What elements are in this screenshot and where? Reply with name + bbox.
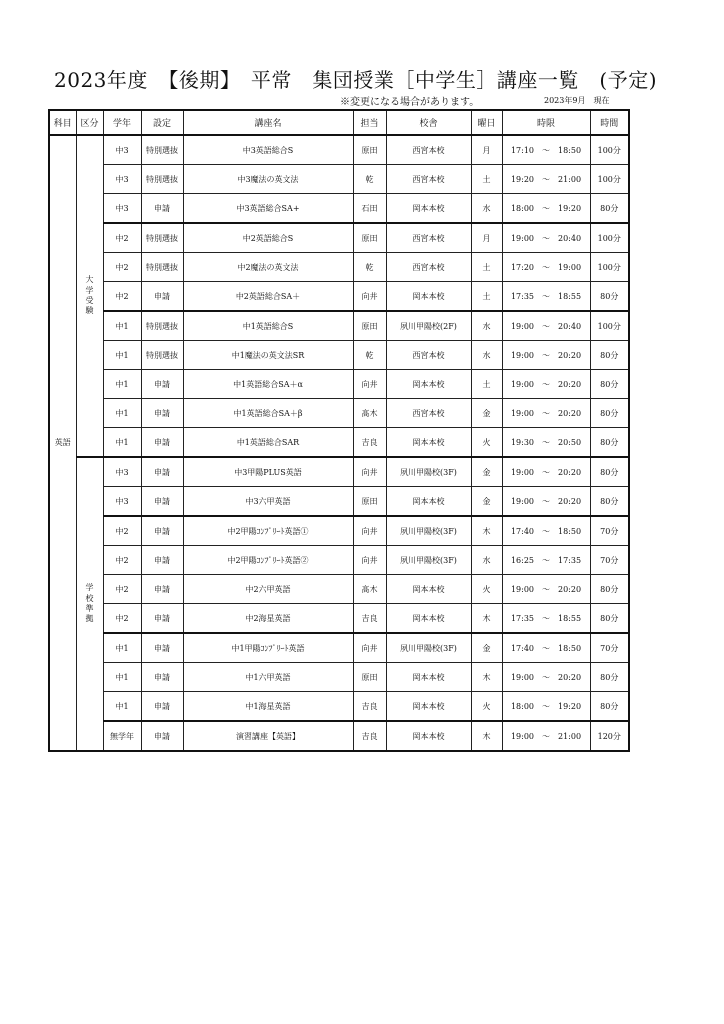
grade-cell: 中2 bbox=[103, 546, 141, 575]
course-name-cell: 中1魔法の英文法SR bbox=[183, 341, 353, 370]
school-cell: 西宮本校 bbox=[386, 399, 471, 428]
grade-cell: 無学年 bbox=[103, 721, 141, 751]
table-row bbox=[49, 457, 629, 487]
teacher-cell: 石田 bbox=[353, 194, 386, 224]
course-name-cell: 中1六甲英語 bbox=[183, 663, 353, 692]
time-slot-cell: 19:00 ～ 20:20 bbox=[502, 341, 590, 370]
duration-cell: 70分 bbox=[590, 516, 629, 546]
header-day: 曜日 bbox=[471, 110, 502, 135]
school-cell: 西宮本校 bbox=[386, 135, 471, 165]
time-slot-cell: 19:00 ～ 20:40 bbox=[502, 223, 590, 253]
course-name-cell: 中1英語総合SAR bbox=[183, 428, 353, 458]
category-label: 大学受験 bbox=[85, 275, 94, 316]
day-cell: 火 bbox=[471, 428, 502, 458]
setting-cell: 申請 bbox=[141, 516, 183, 546]
teacher-cell: 向井 bbox=[353, 633, 386, 663]
duration-cell: 80分 bbox=[590, 370, 629, 399]
setting-cell: 特別選抜 bbox=[141, 165, 183, 194]
day-cell: 土 bbox=[471, 282, 502, 312]
school-cell: 夙川甲陽校(2F) bbox=[386, 311, 471, 341]
time-slot-cell: 19:00 ～ 20:20 bbox=[502, 575, 590, 604]
day-cell: 火 bbox=[471, 575, 502, 604]
time-slot-cell: 19:00 ～ 20:20 bbox=[502, 457, 590, 487]
setting-cell: 申請 bbox=[141, 721, 183, 751]
teacher-cell: 髙木 bbox=[353, 575, 386, 604]
day-cell: 金 bbox=[471, 487, 502, 517]
school-cell: 夙川甲陽校(3F) bbox=[386, 633, 471, 663]
table-row bbox=[49, 721, 629, 751]
duration-cell: 80分 bbox=[590, 487, 629, 517]
duration-cell: 120分 bbox=[590, 721, 629, 751]
setting-cell: 申請 bbox=[141, 282, 183, 312]
header-setting: 設定 bbox=[141, 110, 183, 135]
setting-cell: 申請 bbox=[141, 633, 183, 663]
time-slot-cell: 18:00 ～ 19:20 bbox=[502, 692, 590, 722]
setting-cell: 申請 bbox=[141, 399, 183, 428]
page-title: 2023年度 【後期】 平常 集団授業［中学生］講座一覧 (予定) bbox=[54, 68, 658, 92]
duration-cell: 80分 bbox=[590, 282, 629, 312]
teacher-cell: 向井 bbox=[353, 546, 386, 575]
school-cell: 岡本本校 bbox=[386, 604, 471, 634]
course-name-cell: 中2海星英語 bbox=[183, 604, 353, 634]
table-row bbox=[49, 604, 629, 634]
grade-cell: 中1 bbox=[103, 428, 141, 458]
setting-cell: 申請 bbox=[141, 457, 183, 487]
setting-cell: 申請 bbox=[141, 428, 183, 458]
teacher-cell: 吉良 bbox=[353, 604, 386, 634]
grade-cell: 中2 bbox=[103, 575, 141, 604]
header-course: 講座名 bbox=[183, 110, 353, 135]
teacher-cell: 原田 bbox=[353, 311, 386, 341]
teacher-cell: 乾 bbox=[353, 253, 386, 282]
day-cell: 木 bbox=[471, 721, 502, 751]
duration-cell: 100分 bbox=[590, 135, 629, 165]
time-slot-cell: 19:00 ～ 20:40 bbox=[502, 311, 590, 341]
teacher-cell: 向井 bbox=[353, 282, 386, 312]
school-cell: 西宮本校 bbox=[386, 165, 471, 194]
day-cell: 土 bbox=[471, 253, 502, 282]
grade-cell: 中3 bbox=[103, 194, 141, 224]
duration-cell: 70分 bbox=[590, 633, 629, 663]
grade-cell: 中3 bbox=[103, 135, 141, 165]
change-note: ※変更になる場合があります。 bbox=[340, 97, 480, 108]
setting-cell: 申請 bbox=[141, 487, 183, 517]
time-slot-cell: 19:00 ～ 20:20 bbox=[502, 399, 590, 428]
table-header-row bbox=[49, 110, 629, 135]
grade-cell: 中1 bbox=[103, 663, 141, 692]
table-row bbox=[49, 253, 629, 282]
course-name-cell: 中3六甲英語 bbox=[183, 487, 353, 517]
category-cell bbox=[76, 135, 103, 457]
teacher-cell: 向井 bbox=[353, 370, 386, 399]
time-slot-cell: 17:40 ～ 18:50 bbox=[502, 633, 590, 663]
table-row bbox=[49, 428, 629, 458]
time-slot-cell: 17:40 ～ 18:50 bbox=[502, 516, 590, 546]
teacher-cell: 原田 bbox=[353, 223, 386, 253]
day-cell: 水 bbox=[471, 311, 502, 341]
teacher-cell: 乾 bbox=[353, 165, 386, 194]
teacher-cell: 原田 bbox=[353, 135, 386, 165]
time-slot-cell: 16:25 ～ 17:35 bbox=[502, 546, 590, 575]
table-row bbox=[49, 692, 629, 722]
day-cell: 水 bbox=[471, 341, 502, 370]
day-cell: 火 bbox=[471, 692, 502, 722]
setting-cell: 申請 bbox=[141, 604, 183, 634]
table-row bbox=[49, 546, 629, 575]
grade-cell: 中1 bbox=[103, 399, 141, 428]
day-cell: 金 bbox=[471, 399, 502, 428]
header-category: 区分 bbox=[76, 110, 103, 135]
teacher-cell: 吉良 bbox=[353, 721, 386, 751]
school-cell: 岡本本校 bbox=[386, 487, 471, 517]
duration-cell: 80分 bbox=[590, 457, 629, 487]
grade-cell: 中2 bbox=[103, 516, 141, 546]
table-row bbox=[49, 399, 629, 428]
day-cell: 月 bbox=[471, 135, 502, 165]
day-cell: 水 bbox=[471, 546, 502, 575]
setting-cell: 申請 bbox=[141, 663, 183, 692]
category-label: 学校準拠 bbox=[85, 583, 94, 624]
school-cell: 岡本本校 bbox=[386, 663, 471, 692]
setting-cell: 申請 bbox=[141, 194, 183, 224]
table-row bbox=[49, 165, 629, 194]
teacher-cell: 原田 bbox=[353, 663, 386, 692]
course-name-cell: 中1海星英語 bbox=[183, 692, 353, 722]
teacher-cell: 髙木 bbox=[353, 399, 386, 428]
duration-cell: 100分 bbox=[590, 223, 629, 253]
course-name-cell: 中2魔法の英文法 bbox=[183, 253, 353, 282]
grade-cell: 中2 bbox=[103, 253, 141, 282]
school-cell: 夙川甲陽校(3F) bbox=[386, 516, 471, 546]
course-name-cell: 中1英語総合SA＋β bbox=[183, 399, 353, 428]
duration-cell: 80分 bbox=[590, 663, 629, 692]
duration-cell: 70分 bbox=[590, 546, 629, 575]
school-cell: 西宮本校 bbox=[386, 223, 471, 253]
day-cell: 土 bbox=[471, 165, 502, 194]
teacher-cell: 原田 bbox=[353, 487, 386, 517]
grade-cell: 中1 bbox=[103, 370, 141, 399]
teacher-cell: 乾 bbox=[353, 341, 386, 370]
as-of-date: 2023年9月 現在 bbox=[544, 96, 610, 105]
table-row bbox=[49, 516, 629, 546]
duration-cell: 80分 bbox=[590, 194, 629, 224]
school-cell: 岡本本校 bbox=[386, 370, 471, 399]
course-name-cell: 中1甲陽ｺﾝﾌﾟﾘｰﾄ英語 bbox=[183, 633, 353, 663]
school-cell: 西宮本校 bbox=[386, 253, 471, 282]
setting-cell: 申請 bbox=[141, 575, 183, 604]
course-name-cell: 演習講座【英語】 bbox=[183, 721, 353, 751]
day-cell: 月 bbox=[471, 223, 502, 253]
table-row bbox=[49, 663, 629, 692]
table-row bbox=[49, 282, 629, 312]
grade-cell: 中2 bbox=[103, 282, 141, 312]
subject-cell: 英語 bbox=[49, 135, 76, 751]
category-cell bbox=[76, 457, 103, 751]
teacher-cell: 吉良 bbox=[353, 692, 386, 722]
school-cell: 夙川甲陽校(3F) bbox=[386, 457, 471, 487]
course-name-cell: 中2六甲英語 bbox=[183, 575, 353, 604]
time-slot-cell: 19:00 ～ 20:20 bbox=[502, 487, 590, 517]
school-cell: 岡本本校 bbox=[386, 194, 471, 224]
table-row bbox=[49, 223, 629, 253]
grade-cell: 中1 bbox=[103, 633, 141, 663]
header-school: 校舎 bbox=[386, 110, 471, 135]
duration-cell: 100分 bbox=[590, 165, 629, 194]
grade-cell: 中2 bbox=[103, 604, 141, 634]
header-time: 時限 bbox=[502, 110, 590, 135]
setting-cell: 申請 bbox=[141, 692, 183, 722]
table-row bbox=[49, 135, 629, 165]
school-cell: 岡本本校 bbox=[386, 721, 471, 751]
duration-cell: 80分 bbox=[590, 604, 629, 634]
time-slot-cell: 19:30 ～ 20:50 bbox=[502, 428, 590, 458]
school-cell: 岡本本校 bbox=[386, 282, 471, 312]
time-slot-cell: 19:00 ～ 20:20 bbox=[502, 370, 590, 399]
day-cell: 水 bbox=[471, 194, 502, 224]
table-body bbox=[49, 135, 629, 751]
course-name-cell: 中1英語総合S bbox=[183, 311, 353, 341]
grade-cell: 中3 bbox=[103, 457, 141, 487]
time-slot-cell: 17:35 ～ 18:55 bbox=[502, 604, 590, 634]
course-name-cell: 中2英語総合SA＋ bbox=[183, 282, 353, 312]
course-name-cell: 中1英語総合SA＋α bbox=[183, 370, 353, 399]
school-cell: 西宮本校 bbox=[386, 341, 471, 370]
setting-cell: 申請 bbox=[141, 546, 183, 575]
duration-cell: 80分 bbox=[590, 575, 629, 604]
table-row bbox=[49, 633, 629, 663]
setting-cell: 特別選抜 bbox=[141, 135, 183, 165]
setting-cell: 特別選抜 bbox=[141, 223, 183, 253]
duration-cell: 100分 bbox=[590, 253, 629, 282]
grade-cell: 中3 bbox=[103, 487, 141, 517]
grade-cell: 中3 bbox=[103, 165, 141, 194]
course-name-cell: 中2甲陽ｺﾝﾌﾟﾘｰﾄ英語② bbox=[183, 546, 353, 575]
school-cell: 岡本本校 bbox=[386, 692, 471, 722]
course-name-cell: 中3魔法の英文法 bbox=[183, 165, 353, 194]
time-slot-cell: 19:20 ～ 21:00 bbox=[502, 165, 590, 194]
day-cell: 木 bbox=[471, 604, 502, 634]
header-grade: 学年 bbox=[103, 110, 141, 135]
duration-cell: 80分 bbox=[590, 692, 629, 722]
header-subject: 科目 bbox=[49, 110, 76, 135]
header-teacher: 担当 bbox=[353, 110, 386, 135]
time-slot-cell: 17:35 ～ 18:55 bbox=[502, 282, 590, 312]
table-row bbox=[49, 311, 629, 341]
school-cell: 岡本本校 bbox=[386, 428, 471, 458]
course-schedule-table bbox=[48, 109, 630, 752]
time-slot-cell: 19:00 ～ 20:20 bbox=[502, 663, 590, 692]
course-name-cell: 中2英語総合S bbox=[183, 223, 353, 253]
course-name-cell: 中3英語総合S bbox=[183, 135, 353, 165]
time-slot-cell: 17:20 ～ 19:00 bbox=[502, 253, 590, 282]
duration-cell: 80分 bbox=[590, 341, 629, 370]
duration-cell: 80分 bbox=[590, 428, 629, 458]
day-cell: 金 bbox=[471, 457, 502, 487]
teacher-cell: 向井 bbox=[353, 457, 386, 487]
course-name-cell: 中3英語総合SA+ bbox=[183, 194, 353, 224]
grade-cell: 中1 bbox=[103, 311, 141, 341]
day-cell: 金 bbox=[471, 633, 502, 663]
time-slot-cell: 19:00 ～ 21:00 bbox=[502, 721, 590, 751]
setting-cell: 特別選抜 bbox=[141, 341, 183, 370]
teacher-cell: 向井 bbox=[353, 516, 386, 546]
time-slot-cell: 17:10 ～ 18:50 bbox=[502, 135, 590, 165]
header-length: 時間 bbox=[590, 110, 629, 135]
course-name-cell: 中3甲陽PLUS英語 bbox=[183, 457, 353, 487]
table-row bbox=[49, 194, 629, 224]
setting-cell: 特別選抜 bbox=[141, 253, 183, 282]
table-row bbox=[49, 575, 629, 604]
day-cell: 木 bbox=[471, 663, 502, 692]
time-slot-cell: 18:00 ～ 19:20 bbox=[502, 194, 590, 224]
duration-cell: 80分 bbox=[590, 399, 629, 428]
grade-cell: 中2 bbox=[103, 223, 141, 253]
teacher-cell: 吉良 bbox=[353, 428, 386, 458]
day-cell: 木 bbox=[471, 516, 502, 546]
setting-cell: 特別選抜 bbox=[141, 311, 183, 341]
day-cell: 土 bbox=[471, 370, 502, 399]
table-row bbox=[49, 487, 629, 517]
setting-cell: 申請 bbox=[141, 370, 183, 399]
table-row bbox=[49, 370, 629, 399]
table-row bbox=[49, 341, 629, 370]
grade-cell: 中1 bbox=[103, 692, 141, 722]
school-cell: 夙川甲陽校(3F) bbox=[386, 546, 471, 575]
grade-cell: 中1 bbox=[103, 341, 141, 370]
school-cell: 岡本本校 bbox=[386, 575, 471, 604]
course-name-cell: 中2甲陽ｺﾝﾌﾟﾘｰﾄ英語① bbox=[183, 516, 353, 546]
duration-cell: 100分 bbox=[590, 311, 629, 341]
